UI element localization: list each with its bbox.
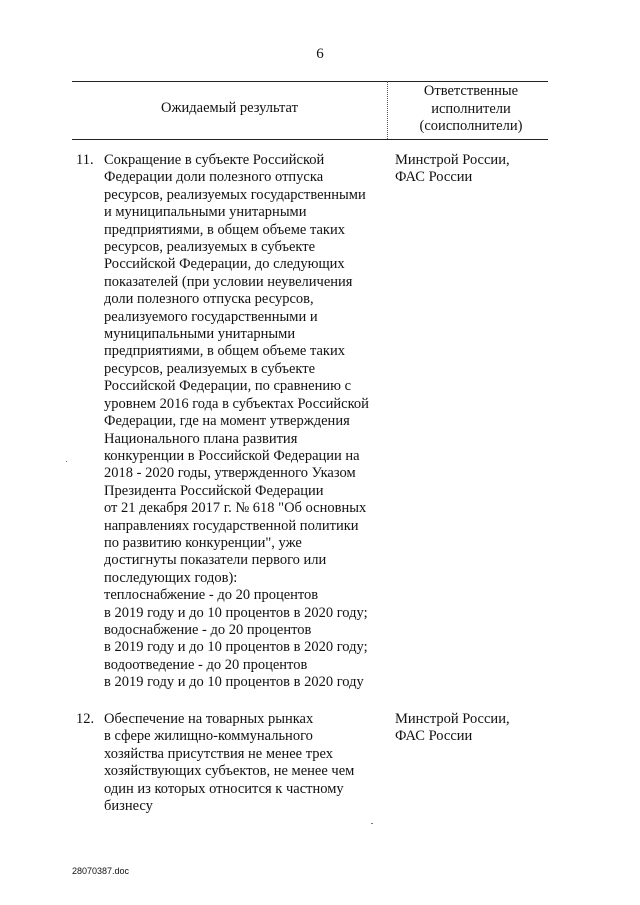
item-text-line: в 2019 году и до 10 процентов в 2020 году;: [104, 639, 368, 656]
item-text-line: конкуренции в Российской Федерации на: [104, 447, 360, 464]
item-text-line: Федерации доли полезного отпуска: [104, 169, 324, 186]
item-text-line: Федерации, где на момент утверждения: [104, 413, 350, 430]
item-text-line: 2018 - 2020 годы, утвержденного Указом: [104, 465, 356, 482]
responsible-line: ФАС России: [395, 728, 473, 745]
item-text-line: муниципальными унитарными: [104, 326, 296, 343]
item-text-line: ресурсов, реализуемых в субъекте: [104, 239, 316, 256]
responsible-line: ФАС России: [395, 169, 473, 186]
item-text-line: и муниципальными унитарными: [104, 204, 307, 221]
item-text-line: предприятиями, в общем объеме таких: [104, 221, 345, 238]
item-text-line: ресурсов, реализуемых государственными: [104, 186, 366, 203]
column-header-responsible: [392, 83, 550, 136]
item-text-line: показателей (при условии неувеличения: [104, 273, 353, 290]
scan-speck: [66, 461, 67, 462]
item-text-line: бизнесу: [104, 798, 153, 815]
item-text-line: от 21 декабря 2017 г. № 618 "Об основных: [104, 500, 367, 517]
item-text-line: в сфере жилищно-коммунального: [104, 728, 313, 745]
responsible-line: Минстрой России,: [395, 152, 510, 168]
item-text-line: направлениях государственной политики: [104, 517, 359, 534]
item-text-line: Национального плана развития: [104, 430, 298, 447]
column-header-expected-result: Ожидаемый результат: [161, 100, 298, 116]
item-text-line: уровнем 2016 года в субъектах Российской: [104, 395, 369, 412]
column-header-responsible-line: (соисполнители): [419, 118, 523, 134]
item-text-line: предприятиями, в общем объеме таких: [104, 343, 345, 360]
item-text-line: ресурсов, реализуемых в субъекте: [104, 360, 316, 377]
page-number: 6: [316, 46, 324, 62]
responsible-line: Минстрой России,: [395, 711, 510, 727]
item-text-line: теплоснабжение - до 20 процентов: [104, 587, 319, 604]
item-responsible: [395, 711, 555, 746]
item-text-line: последующих годов):: [104, 569, 238, 586]
document-file-code: 28070387.doc: [72, 866, 130, 876]
item-text-line: один из которых относится к частному: [104, 780, 344, 797]
column-header-responsible-line: Ответственные: [423, 83, 519, 99]
item-text-line: водоснабжение - до 20 процентов: [104, 621, 312, 638]
item-text-line: по развитию конкуренции", уже: [104, 534, 302, 551]
item-text-line: реализуемого государственными и: [104, 308, 318, 325]
item-responsible: [395, 152, 555, 187]
table-header-column-separator: [387, 81, 388, 139]
item-text-line: в 2019 году и до 10 процентов в 2020 году;: [104, 604, 368, 621]
item-text-line: Российской Федерации, по сравнению с: [104, 378, 352, 395]
item-text-line: хозяйства присутствия не менее трех: [104, 745, 333, 762]
item-text-line: достигнуты показатели первого или: [104, 552, 327, 569]
scan-speck: [371, 823, 373, 824]
item-text-line: Сокращение в субъекте Российской: [104, 152, 325, 168]
item-text-line: Обеспечение на товарных рынках: [104, 711, 314, 727]
item-number: 12.: [76, 711, 95, 727]
item-expected-result: [104, 711, 394, 815]
item-expected-result: [104, 152, 394, 692]
column-header-responsible-line: исполнители: [431, 100, 511, 117]
item-text-line: Президента Российской Федерации: [104, 482, 324, 499]
item-text-line: водоотведение - до 20 процентов: [104, 656, 308, 673]
item-text-line: Российской Федерации, до следующих: [104, 256, 345, 273]
item-text-line: доли полезного отпуска ресурсов,: [104, 291, 314, 308]
table-header-bottom-rule: [72, 139, 548, 140]
table-header-top-rule: [72, 81, 548, 82]
item-text-line: в 2019 году и до 10 процентов в 2020 году: [104, 674, 364, 691]
item-number: 11.: [76, 152, 94, 168]
item-text-line: хозяйствующих субъектов, не менее чем: [104, 763, 355, 780]
